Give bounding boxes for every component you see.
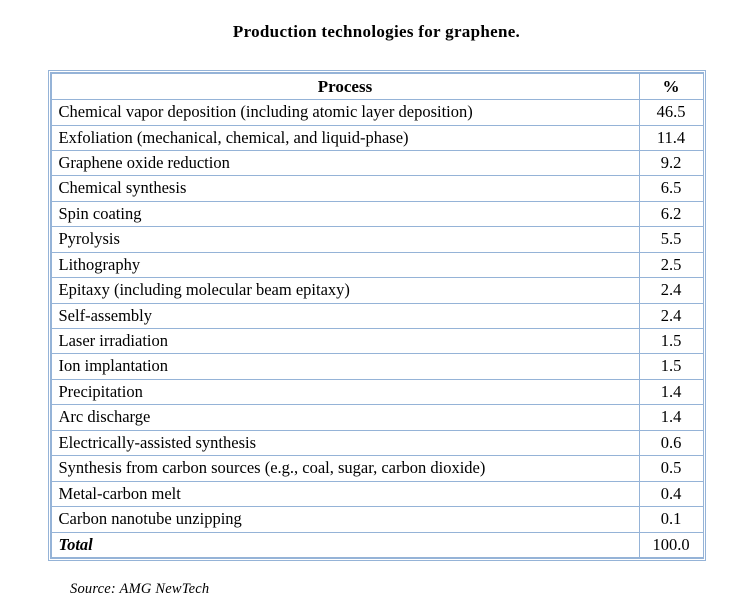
table-row	[51, 252, 703, 277]
total-label-cell: Total	[51, 532, 639, 557]
percent-cell: 2.4	[639, 278, 703, 303]
process-cell: Precipitation	[51, 379, 639, 404]
percent-cell: 1.5	[639, 329, 703, 354]
table-title: Production technologies for graphene.	[232, 22, 521, 41]
total-row	[51, 532, 703, 557]
process-cell: Electrically-assisted synthesis	[51, 430, 639, 455]
process-cell: Ion implantation	[51, 354, 639, 379]
percent-cell: 9.2	[639, 150, 703, 175]
process-column-header: Process	[51, 74, 639, 100]
percent-cell: 1.4	[639, 379, 703, 404]
table-row	[51, 201, 703, 226]
process-cell: Metal-carbon melt	[51, 481, 639, 506]
percent-cell: 1.5	[639, 354, 703, 379]
process-cell: Arc discharge	[51, 405, 639, 430]
percent-cell: 2.5	[639, 252, 703, 277]
table-row	[51, 481, 703, 506]
percent-cell: 6.2	[639, 201, 703, 226]
table-row	[51, 329, 703, 354]
table-row	[51, 125, 703, 150]
table-row	[51, 227, 703, 252]
table-row	[51, 507, 703, 532]
table-row	[51, 278, 703, 303]
process-cell: Lithography	[51, 252, 639, 277]
table-border-frame	[48, 70, 706, 561]
source-note: Source: AMG NewTech	[70, 580, 210, 597]
process-cell: Laser irradiation	[51, 329, 639, 354]
table-row	[51, 405, 703, 430]
percent-cell: 0.6	[639, 430, 703, 455]
table-row	[51, 176, 703, 201]
process-cell: Chemical vapor deposition (including atomic layer deposition)	[51, 100, 639, 125]
percent-cell: 0.1	[639, 507, 703, 532]
percent-cell: 46.5	[639, 100, 703, 125]
process-cell: Spin coating	[51, 201, 639, 226]
process-cell: Chemical synthesis	[51, 176, 639, 201]
percent-column-header: %	[639, 74, 703, 100]
table-row	[51, 456, 703, 481]
percent-cell: 2.4	[639, 303, 703, 328]
process-cell: Self-assembly	[51, 303, 639, 328]
percent-cell: 11.4	[639, 125, 703, 150]
table-header-row	[51, 74, 703, 100]
process-cell: Pyrolysis	[51, 227, 639, 252]
table-row	[51, 303, 703, 328]
total-value-cell: 100.0	[639, 532, 703, 557]
percent-cell: 1.4	[639, 405, 703, 430]
process-cell: Carbon nanotube unzipping	[51, 507, 639, 532]
percent-cell: 6.5	[639, 176, 703, 201]
table-row	[51, 379, 703, 404]
process-cell: Graphene oxide reduction	[51, 150, 639, 175]
percent-cell: 5.5	[639, 227, 703, 252]
process-cell: Epitaxy (including molecular beam epitaxy)	[51, 278, 639, 303]
table-row	[51, 100, 703, 125]
table-row	[51, 354, 703, 379]
percent-cell: 0.4	[639, 481, 703, 506]
table-row	[51, 430, 703, 455]
process-cell: Exfoliation (mechanical, chemical, and liquid-phase)	[51, 125, 639, 150]
process-cell: Synthesis from carbon sources (e.g., coal, sugar, carbon dioxide)	[51, 456, 639, 481]
production-table	[51, 73, 704, 558]
table-row	[51, 150, 703, 175]
percent-cell: 0.5	[639, 456, 703, 481]
